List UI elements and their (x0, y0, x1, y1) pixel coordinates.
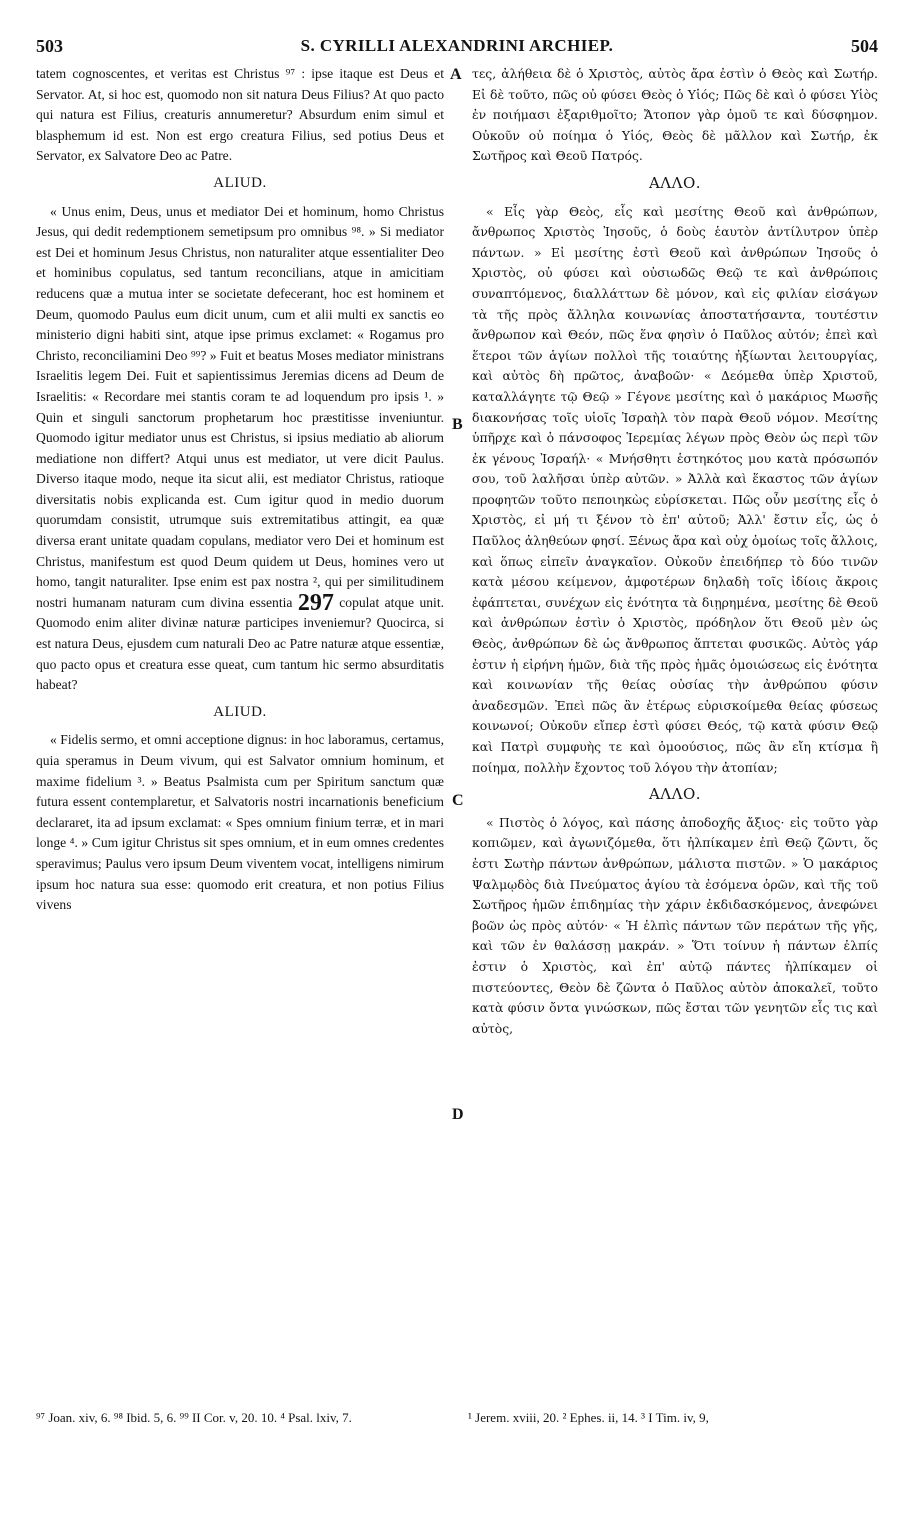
margin-letter-c: C (452, 792, 464, 809)
footnotes-right: ¹ Jerem. xviii, 20. ² Ephes. ii, 14. ³ I Tim. iv, 9, (468, 1410, 709, 1425)
latin-paragraph-2: « Fidelis sermo, et omni acceptione dignus: in hoc laboramus, certamus, quia speramus in Deum vivum, qui est Salvator omnium hominum, et maxime fidelium ³. » Beatus Psalmista cum per Spiritum sanctum quæ futura essent contemplaretur, et Salvatoris nostri incarnationis beneficium declararet, ita ad ipsum exclamat: « Spes omnium finium terræ, et in mari longe ⁴. » Cum igitur Christus sit spes omnium, et in eum omnes credentes speravimus; Paulus vero ipsum Deum viventem vocat, intelligens nimirum ipsum hoc natura sua esse: quomodo erit creatura, et non potius Filius vivens (36, 732, 444, 913)
greek-section-heading-1: ΑΛΛΟ. (648, 173, 702, 192)
latin-section-heading-1: ALIUD. (213, 174, 267, 191)
latin-paragraph-1 (36, 202, 444, 696)
latin-section-heading-2: ALIUD. (213, 703, 267, 720)
latin-intro-paragraph: tatem cognoscentes, et veritas est Christus ⁹⁷ : ipse itaque est Deus et Servator. At, si hoc est, quomodo non sit natura Deus Filius? At quo pacto qui natura est Filius, creaturis annumeretur? Absurdum enim simul et blasphemum id est. Non est ergo creatura Filius, sed potius Deus et Servator, ex Salvatore Deo ac Patre. (36, 66, 444, 164)
greek-paragraph-1: « Εἷς γὰρ Θεὸς, εἷς καὶ μεσίτης Θεοῦ καὶ ἀνθρώπων, ἄνθρωπος Χριστὸς Ἰησοῦς, ὁ δοὺς ἑαυτὸν ἀντίλυτρον ὑπὲρ πάντων. » Εἰ μεσίτης ἐστὶ Θεοῦ καὶ ἀνθρώπων Ἰησοῦς ὁ Χριστὸς, οὐ φύσει καὶ οὐσιωδῶς Θεῷ τε καὶ ἀνθρώποις συναπτόμενος, διαλλάττων δὲ μόνον, καὶ εἰς φιλίαν εἰσάγων τὰ τῆς πρὸς ἄλληλα κοινωνίας ἀποστατήσαντα, τουτέστιν ἄνθρωπον καὶ Θεόν, πῶς ἕνα φησὶν ὁ Παῦλος αὐτόν; ἐπεὶ καὶ ἕτεροι τῶν ἁγίων πολλοὶ τῆς τοιαύτης ἠξίωνται λειτουργίας, καὶ αὐτὸς δὴ πρῶτος, ἀναβοῶν· « Δεόμεθα ὑπὲρ Χριστοῦ, καταλλάγητε τῷ Θεῷ » Γέγονε μεσίτης καὶ ὁ μακάριος Μωσῆς διακονήσας τοῖς υἱοῖς Ἰσραὴλ τὸν παρὰ Θεοῦ νόμον. Μεσίτης ὑπῆρχε καὶ ὁ πάνσοφος Ἱερεμίας λέγων πρὸς Θεὸν ὡς περὶ τῶν ἐκ γένους Ἰσραήλ· « Μνήσθητι ἑστηκότος μου κατὰ πρόσωπόν σου, τοῦ λαλῆσαι ὑπὲρ αὐτῶν. » Ἀλλὰ καὶ ἕκαστος τῶν ἁγίων προφητῶν τοῦτο πεποιηκὼς εὑρίσκεται. Πῶς οὖν μεσίτης εἷς ὁ Χριστὸς, εἰ μή τι ξένον τὸ ἐπ' αὐτοῦ; Ἀλλ' ἔστιν εἷς, ὡς ὁ Παῦλος ἀληθεύων φησί. Ξένως ἄρα καὶ οὐχ ὁμοίως τοῖς ἄλλοις, καὶ ὅπως εἰπεῖν ἀναγκαῖον. Οὐκοῦν ἐπειδήπερ τὸ δύο τινῶν κατὰ μέσου κείμενον, ἀμφοτέρων δηλαδὴ τοῖς ἰδίοις ἄκροις ἐφάπτεται, συνέχων εἰς ἑνότητα τὰ διῃρημένα, μεσίτης δὲ Θεοῦ καὶ ἀνθρώπων ἐστὶν ὁ Χριστὸς, πρόδηλον ὅτι Θεοῦ μὲν ὡς Θεὸς, ἀνθρώπων δὲ ὡς ἄνθρωπος ἅπτεται φυσικῶς. Αὐτὸς γάρ ἐστιν ἡ εἰρήνη ἡμῶν, διὰ τῆς πρὸς ἡμᾶς ὁμοιώσεως εἰς ἑνότητα καὶ κοινωνίαν τῆς θείας οὐσίας τὴν ἀνθρώπου φύσιν ἀναδεσμῶν. Ἐπεὶ πῶς ἂν ἑτέρως εὑρισκοίμεθα θείας φύσεως κοινωνοί; Οὐκοῦν εἴπερ ἐστὶ φύσει Θεός, τῷ κατὰ φύσιν Θεῷ καὶ Πατρὶ συμφυὴς τε καὶ ὁμοούσιος, πῶς ἂν εἴη κτίσμα ἢ ποίημα, πολλὴν ἔχοντος τοῦ λόγου τὴν ἀτοπίαν; (472, 203, 878, 775)
running-title: S. CYRILLI ALEXANDRINI ARCHIEP. (300, 36, 614, 55)
margin-letter-a: A (450, 66, 462, 83)
page-header (36, 36, 878, 62)
latin-column (36, 64, 444, 916)
footnotes-left: ⁹⁷ Joan. xiv, 6. ⁹⁸ Ibid. 5, 6. ⁹⁹ II Cor. v, 20. 10. ⁴ Psal. lxiv, 7. (36, 1410, 352, 1425)
latin-paragraph-1-continuation: copulat atque unit. Quomodo enim aliter divinæ naturæ participes inveniemur? Quocirca, si est natura Deus, ejusdem cum naturali Deo ac Patre naturæ atque essentiæ, quo pacto opus et creatura esse queat, cum tantum hic sermo absurditatis habeat? (36, 594, 444, 693)
page-number-right: 504 (851, 36, 878, 56)
page-number-left: 503 (36, 36, 63, 56)
greek-column (472, 64, 878, 1039)
margin-letter-d: D (452, 1106, 464, 1123)
latin-paragraph-1-text: « Unus enim, Deus, unus et mediator Dei et hominum, homo Christus Jesus, qui dedit redemptionem semetipsum pro omnibus ⁹⁸. » Si mediator est Dei et hominum Jesus Christus, non naturaliter atque essentialiter Deo et hominibus copulatus, sed tantum reconcilians, atque in amicitiam reducens quæ a mutua inter se societate defecerant, hoc est hominem et Deum, quomodo Paulus eum dicit unum, cum et alii multi ex sanctis eo ministerio digni habiti sint, atque ipse primus exclamet: « Rogamus pro Christo, reconciliamini Deo ⁹⁹? » Fuit et beatus Moses mediator ministrans Israelitis legem Dei. Fuit et sapientissimus Jeremias dicens ad Deum de Israelitis: « Recordare mei stantis coram te ad loquendum pro ipsis ¹. » Quin et singuli sanctorum prophetarum hoc præstitisse inveniuntur. Quomodo igitur mediator unus est Christus, si ipsius mediatio ab aliorum mediatione non differt? Atqui unus est mediator, ut vere dicit Paulus. Diverso itaque modo, neque ita sicut alii, est mediator Christus, ratioque diversitatis nobis explicanda est. Cum igitur quod in medio duorum quorumdam consistit, utrumque suis extremitatibus attingit, ea quæ diversa erant unitate quadam copulans, mediator vero Dei et hominum est Christus, manifestum est quod Deum quidem ut Deus, homines vero ut homo, tangit naturaliter. Ipse enim est pax nostra ², qui per similitudinem nostri humanam naturam cum divina essentia (36, 203, 444, 610)
inline-page-number: 297 (297, 589, 334, 616)
margin-letter-b: B (452, 416, 463, 433)
greek-section-heading-2: ΑΛΛΟ. (648, 785, 702, 804)
footnote-separator (36, 1398, 878, 1399)
greek-intro-paragraph: τες, ἀλήθεια δὲ ὁ Χριστὸς, αὐτὸς ἄρα ἐστὶν ὁ Θεὸς καὶ Σωτήρ. Εἰ δὲ τοῦτο, πῶς οὐ φύσει Θεὸς ὁ Υἱός; Πῶς δὲ καὶ ὁ φύσει Υἱὸς ἐν ποιήμασι ἐξαριθμοῖτο; Ἄτοπον γὰρ ὁμοῦ τε καὶ δύσφημον. Οὐκοῦν οὐ ποίημα ὁ Υἱός, Θεὸς δὲ μᾶλλον καὶ Σωτήρ, ἐκ Σωτῆρος καὶ Θεοῦ Πατρός. (472, 66, 878, 164)
greek-paragraph-2: « Πιστὸς ὁ λόγος, καὶ πάσης ἀποδοχῆς ἄξιος· εἰς τοῦτο γὰρ κοπιῶμεν, καὶ ἀγωνιζόμεθα, ὅτι ἠλπίκαμεν ἐπὶ Θεῷ ζῶντι, ὅς ἐστι Σωτὴρ πάντων ἀνθρώπων, μάλιστα πιστῶν. » Ὁ μακάριος Ψαλμῳδὸς διὰ Πνεύματος ἁγίου τὰ ἐσόμενα ὁρῶν, καὶ τῆς τοῦ Σωτῆρος ἡμῶν ἐπιδημίας τὴν χάριν ἐκδιδασκόμενος, ἀνεφώνει βοῶν ὡς πρὸς αὐτόν· « Ἡ ἐλπὶς πάντων τῶν περάτων τῆς γῆς, καὶ τῶν ἐν θαλάσσῃ μακράν. » Ὅτι τοίνυν ἡ πάντων ἐλπίς ἐστιν ὁ Χριστὸς, καὶ ἐπ' αὐτῷ πάντες ἠλπίκαμεν οἱ πιστεύοντες, Θεὸν δὲ ζῶντα ὁ Παῦλος αὐτὸν ἀποκαλεῖ, τοῦτο κατὰ φύσιν ὄντα γινώσκων, πῶς ἔσται τῶν γενητῶν εἷς τις καὶ αὐτὸς, (472, 814, 878, 1036)
